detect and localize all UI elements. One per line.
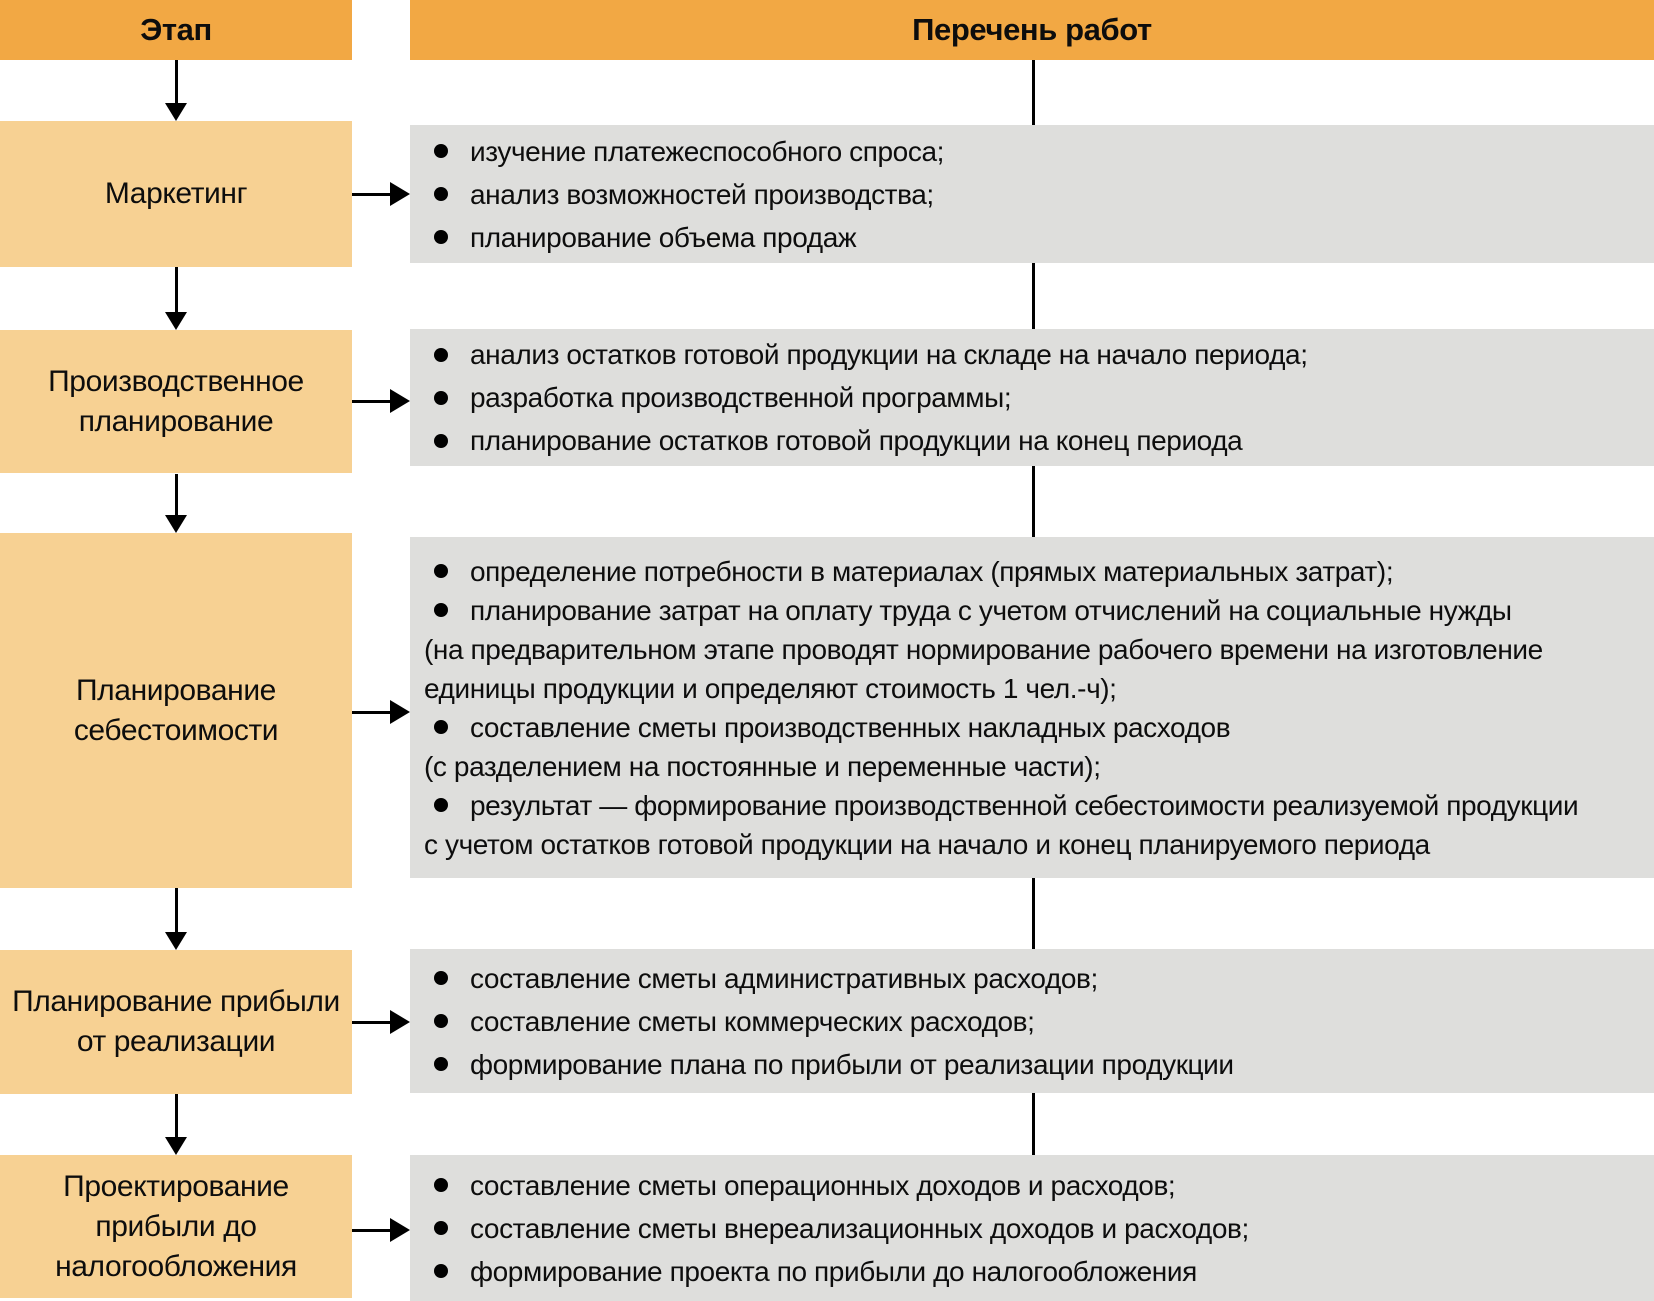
work-item (410, 130, 1654, 173)
down-arrow-4 (160, 888, 192, 950)
work-item-continuation (410, 669, 1654, 708)
work-item-text: составление сметы административных расходов; (470, 962, 1098, 994)
bullet-icon (434, 971, 448, 985)
stage-column-title: Этап (140, 12, 212, 47)
work-item-continuation (410, 747, 1654, 786)
bullet-icon (434, 720, 448, 734)
right-arrow-1 (352, 182, 410, 206)
work-item-text: составление сметы операционных доходов и расходов; (470, 1169, 1176, 1201)
arrow-stem (175, 267, 178, 314)
bullet-icon (434, 798, 448, 812)
arrow-stem (352, 711, 392, 714)
bullet-icon (434, 1014, 448, 1028)
work-item-continuation (410, 630, 1654, 669)
work-item-text: формирование проекта по прибыли до налогообложения (470, 1255, 1197, 1287)
work-item-text: разработка производственной программы; (470, 382, 1012, 413)
right-arrow-2 (352, 389, 410, 413)
stage-label: Производственное планирование (48, 364, 304, 438)
work-item (410, 552, 1654, 591)
bullet-icon (434, 391, 448, 405)
arrow-head-icon (390, 389, 410, 413)
down-arrow-3 (160, 474, 192, 533)
work-item-text: составление сметы коммерческих расходов; (470, 1005, 1035, 1037)
work-item (410, 786, 1654, 825)
arrow-head-icon (390, 1010, 410, 1034)
work-item (410, 957, 1654, 1000)
work-item (410, 216, 1654, 259)
down-arrow-2 (160, 267, 192, 330)
stage-label: Проектирование прибыли до налогообложения (55, 1169, 297, 1283)
work-item (410, 1164, 1654, 1207)
works-box-sales-profit-planning (410, 949, 1654, 1093)
work-item-text: составление сметы производственных накладных расходов (470, 711, 1231, 743)
bullet-icon (434, 144, 448, 158)
work-item-text: анализ остатков готовой продукции на складе на начало периода; (470, 339, 1308, 370)
stage-box-production-planning (0, 330, 352, 473)
work-item-text: (с разделением на постоянные и переменные части); (424, 750, 1101, 782)
work-item-text: результат — формирование производственной себестоимости реализуемой продукции (470, 789, 1579, 821)
stage-box-marketing (0, 121, 352, 267)
stage-column-header (0, 0, 352, 60)
bullet-icon (434, 1178, 448, 1192)
arrow-head-icon (165, 312, 187, 330)
works-box-production-planning (410, 329, 1654, 466)
arrow-stem (175, 1094, 178, 1139)
stage-box-pretax-profit-design (0, 1155, 352, 1298)
stage-box-sales-profit-planning (0, 950, 352, 1094)
work-item (410, 1207, 1654, 1250)
work-item-text: единицы продукции и определяют стоимость 1 чел.-ч); (424, 672, 1117, 704)
bullet-icon (434, 230, 448, 244)
bullet-icon (434, 187, 448, 201)
work-item (410, 1250, 1654, 1293)
bullet-icon (434, 434, 448, 448)
work-item (410, 1043, 1654, 1086)
arrow-head-icon (165, 515, 187, 533)
right-arrow-3 (352, 700, 410, 724)
arrow-head-icon (390, 700, 410, 724)
arrow-head-icon (165, 932, 187, 950)
work-item (410, 173, 1654, 216)
works-box-marketing (410, 125, 1654, 263)
works-column-header (410, 0, 1654, 60)
works-box-pretax-profit-design (410, 1155, 1654, 1301)
down-arrow-5 (160, 1094, 192, 1155)
work-item-text: формирование плана по прибыли от реализации продукции (470, 1048, 1234, 1080)
arrow-stem (352, 1021, 392, 1024)
right-arrow-5 (352, 1218, 410, 1242)
work-item-text: (на предварительном этапе проводят нормирование рабочего времени на изготовление (424, 633, 1543, 665)
arrow-stem (175, 60, 178, 105)
stage-label: Планирование прибыли от реализации (12, 985, 340, 1058)
work-item-text: определение потребности в материалах (прямых материальных затрат); (470, 555, 1394, 587)
work-item (410, 591, 1654, 630)
work-item (410, 708, 1654, 747)
work-item-text: планирование затрат на оплату труда с учетом отчислений на социальные нужды (470, 594, 1512, 626)
work-item (410, 419, 1654, 462)
bullet-icon (434, 1221, 448, 1235)
work-item-text: изучение платежеспособного спроса; (470, 135, 945, 167)
stage-label: Планирование себестоимости (73, 673, 279, 747)
work-item (410, 333, 1654, 376)
work-item-text: анализ возможностей производства; (470, 178, 934, 210)
work-item (410, 1000, 1654, 1043)
down-arrow-1 (160, 60, 192, 121)
bullet-icon (434, 1264, 448, 1278)
work-item-text: составление сметы внереализационных доходов и расходов; (470, 1212, 1249, 1244)
arrow-stem (352, 1229, 392, 1232)
works-column-title: Перечень работ (912, 12, 1152, 47)
work-item-text: планирование объема продаж (470, 221, 857, 253)
arrow-stem (352, 400, 392, 403)
arrow-head-icon (390, 182, 410, 206)
work-item (410, 376, 1654, 419)
arrow-stem (175, 474, 178, 517)
stage-label: Маркетинг (104, 177, 248, 210)
bullet-icon (434, 603, 448, 617)
bullet-icon (434, 1057, 448, 1071)
arrow-head-icon (390, 1218, 410, 1242)
work-item-continuation (410, 825, 1654, 864)
arrow-stem (175, 888, 178, 934)
bullet-icon (434, 348, 448, 362)
arrow-head-icon (165, 103, 187, 121)
work-item-text: с учетом остатков готовой продукции на начало и конец планируемого периода (424, 828, 1430, 860)
work-item-text: планирование остатков готовой продукции на конец периода (470, 425, 1243, 456)
stage-box-cost-planning (0, 533, 352, 888)
works-box-cost-planning (410, 537, 1654, 878)
bullet-icon (434, 564, 448, 578)
arrow-head-icon (165, 1137, 187, 1155)
right-arrow-4 (352, 1010, 410, 1034)
arrow-stem (352, 193, 392, 196)
